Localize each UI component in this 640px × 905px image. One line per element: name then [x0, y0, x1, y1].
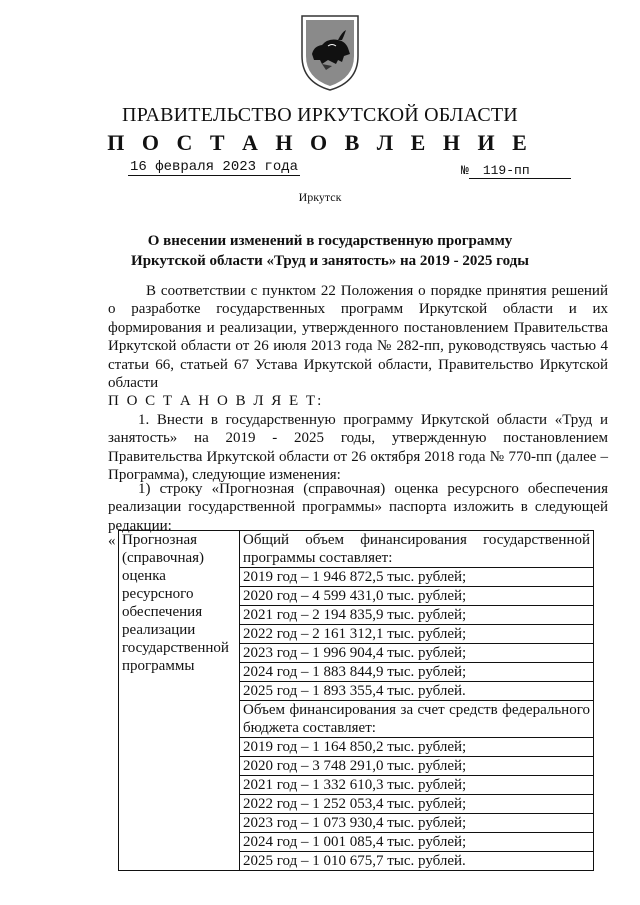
funding-line: 2021 год – 1 332 610,3 тыс. рублей; — [240, 776, 593, 795]
funding-line: 2025 год – 1 010 675,7 тыс. рублей. — [243, 853, 466, 869]
left-cell-text: Прогнозная (справочная) оценка ресурсного обеспечения реализации государственной программы — [122, 532, 229, 674]
funding-line: 2019 год – 1 946 872,5 тыс. рублей; — [240, 568, 593, 587]
funding-line: 2020 год – 3 748 291,0 тыс. рублей; — [240, 757, 593, 776]
table-left-cell — [119, 531, 240, 871]
opening-quote: « — [108, 533, 116, 549]
city-name: Иркутск — [298, 190, 342, 204]
decree-number — [461, 163, 571, 179]
document-title: О внесении изменений в государственную программу Иркутской области «Труд и занятость» на 2019 - 2025 годы — [131, 233, 529, 269]
funding-table — [118, 530, 594, 871]
table-right-cell — [240, 531, 594, 871]
funding-line: Общий объем финансирования государственной программы составляет: — [240, 531, 593, 568]
number-prefix: № — [461, 163, 469, 178]
government-name: ПРАВИТЕЛЬСТВО ИРКУТСКОЙ ОБЛАСТИ — [122, 104, 518, 126]
funding-line: 2024 год – 1 883 844,9 тыс. рублей; — [240, 663, 593, 682]
funding-line: 2024 год – 1 001 085,4 тыс. рублей; — [240, 833, 593, 852]
funding-line: 2025 год – 1 893 355,4 тыс. рублей. — [240, 682, 593, 701]
item-1-subitem-1-paragraph: 1) строку «Прогнозная (справочная) оценка ресурсного обеспечения реализации государственной программы» паспорта изложить в следующей редакции: — [108, 481, 608, 534]
item-1-paragraph: 1. Внести в государственную программу Иркутской области «Труд и занятость» на 2019 - 2025 годы, утвержденную постановлением Правительства Иркутской области от 26 октября 2018 года № 770-пп (далее – Программа), следующие изменения: — [108, 412, 608, 484]
resolves-heading: П О С Т А Н О В Л Я Е Т: — [108, 393, 324, 409]
funding-line: Объем финансирования за счет средств федерального бюджета составляет: — [240, 701, 593, 738]
funding-line: 2022 год – 1 252 053,4 тыс. рублей; — [240, 795, 593, 814]
document-type: П О С Т А Н О В Л Е Н И Е — [107, 130, 533, 155]
decree-date-value: 16 февраля 2023 года — [130, 159, 299, 175]
funding-line: 2021 год – 2 194 835,9 тыс. рублей; — [240, 606, 593, 625]
coat-of-arms-emblem — [298, 10, 362, 94]
decree-date — [128, 159, 300, 175]
funding-line: 2020 год – 4 599 431,0 тыс. рублей; — [240, 587, 593, 606]
preamble-paragraph: В соответствии с пунктом 22 Положения о порядке принятия решений о разработке государственных программ Иркутской области и их формирования и реализации, утвержденного постановлением Правительства Иркутской области от 26 июля 2013 года № 282-пп, руководствуясь частью 4 статьи 66, статьей 67 Устава Иркутской области, Правительство Иркутской области — [108, 283, 608, 392]
decree-number-value: 119-пп — [469, 163, 571, 179]
funding-line: 2023 год – 1 073 930,4 тыс. рублей; — [240, 814, 593, 833]
funding-line: 2023 год – 1 996 904,4 тыс. рублей; — [240, 644, 593, 663]
funding-line: 2019 год – 1 164 850,2 тыс. рублей; — [240, 738, 593, 757]
table-row — [119, 531, 594, 871]
funding-line: 2022 год – 2 161 312,1 тыс. рублей; — [240, 625, 593, 644]
